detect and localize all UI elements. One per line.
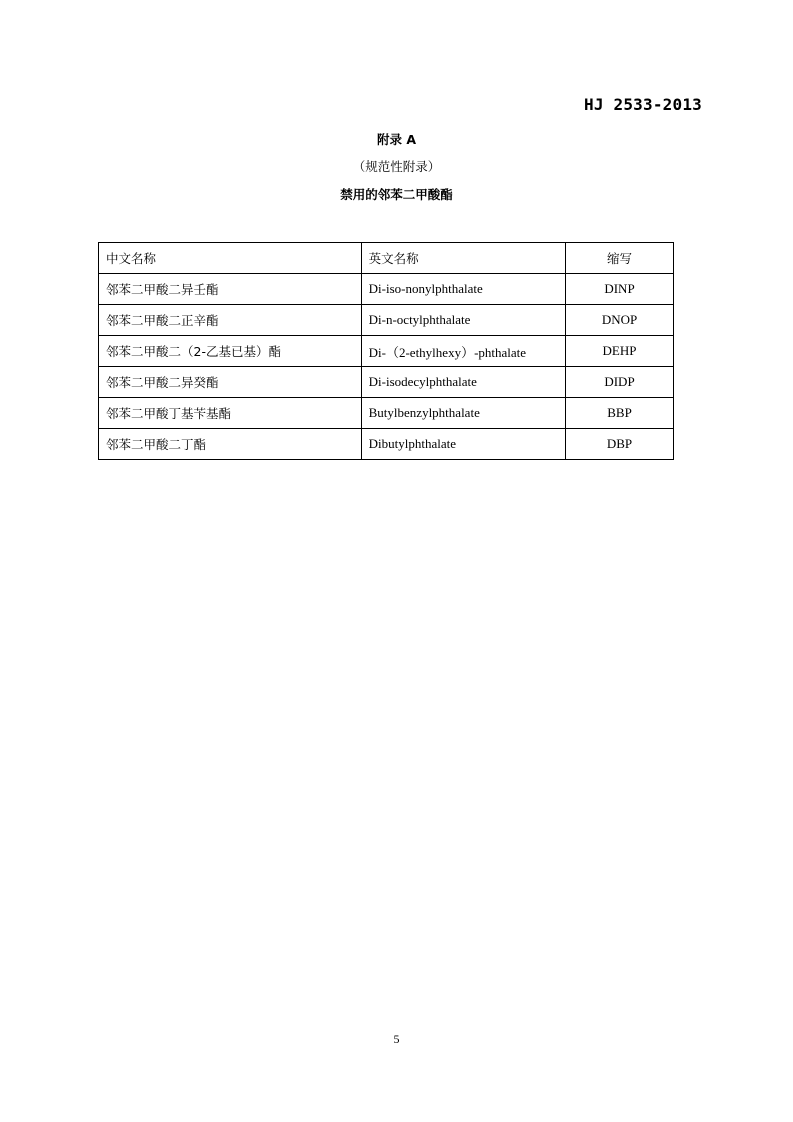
table-row [99, 336, 674, 367]
cell-english-name: Dibutylphthalate [361, 429, 565, 460]
cell-chinese-name: 邻苯二甲酸二异癸酯 [99, 367, 362, 398]
cell-chinese-name: 邻苯二甲酸二（2-乙基已基）酯 [99, 336, 362, 367]
cell-chinese-name: 邻苯二甲酸二异壬酯 [99, 274, 362, 305]
cell-english-name: Di-（2-ethylhexy）-phthalate [361, 336, 565, 367]
cell-abbreviation: DBP [566, 429, 674, 460]
table-row [99, 398, 674, 429]
header-chinese-name: 中文名称 [99, 243, 362, 274]
cell-abbreviation: BBP [566, 398, 674, 429]
appendix-heading: 禁用的邻苯二甲酸酯 [340, 187, 453, 202]
cell-abbreviation: DEHP [566, 336, 674, 367]
appendix-type: （规范性附录） [352, 159, 441, 174]
cell-abbreviation: DIDP [566, 367, 674, 398]
cell-abbreviation: DINP [566, 274, 674, 305]
cell-chinese-name: 邻苯二甲酸二正辛酯 [99, 305, 362, 336]
table-row [99, 274, 674, 305]
phthalate-table [98, 242, 674, 460]
table-row [99, 429, 674, 460]
cell-chinese-name: 邻苯二甲酸丁基苄基酯 [99, 398, 362, 429]
cell-abbreviation: DNOP [566, 305, 674, 336]
cell-english-name: Butylbenzylphthalate [361, 398, 565, 429]
table-row [99, 367, 674, 398]
cell-chinese-name: 邻苯二甲酸二丁酯 [99, 429, 362, 460]
standard-code: HJ 2533-2013 [584, 95, 702, 114]
table-header-row [99, 243, 674, 274]
table-row [99, 305, 674, 336]
header-abbreviation: 缩写 [566, 243, 674, 274]
cell-english-name: Di-iso-nonylphthalate [361, 274, 565, 305]
cell-english-name: Di-n-octylphthalate [361, 305, 565, 336]
page-number: 5 [393, 1032, 400, 1046]
appendix-title: 附录 A [376, 132, 417, 147]
cell-english-name: Di-isodecylphthalate [361, 367, 565, 398]
header-english-name: 英文名称 [361, 243, 565, 274]
